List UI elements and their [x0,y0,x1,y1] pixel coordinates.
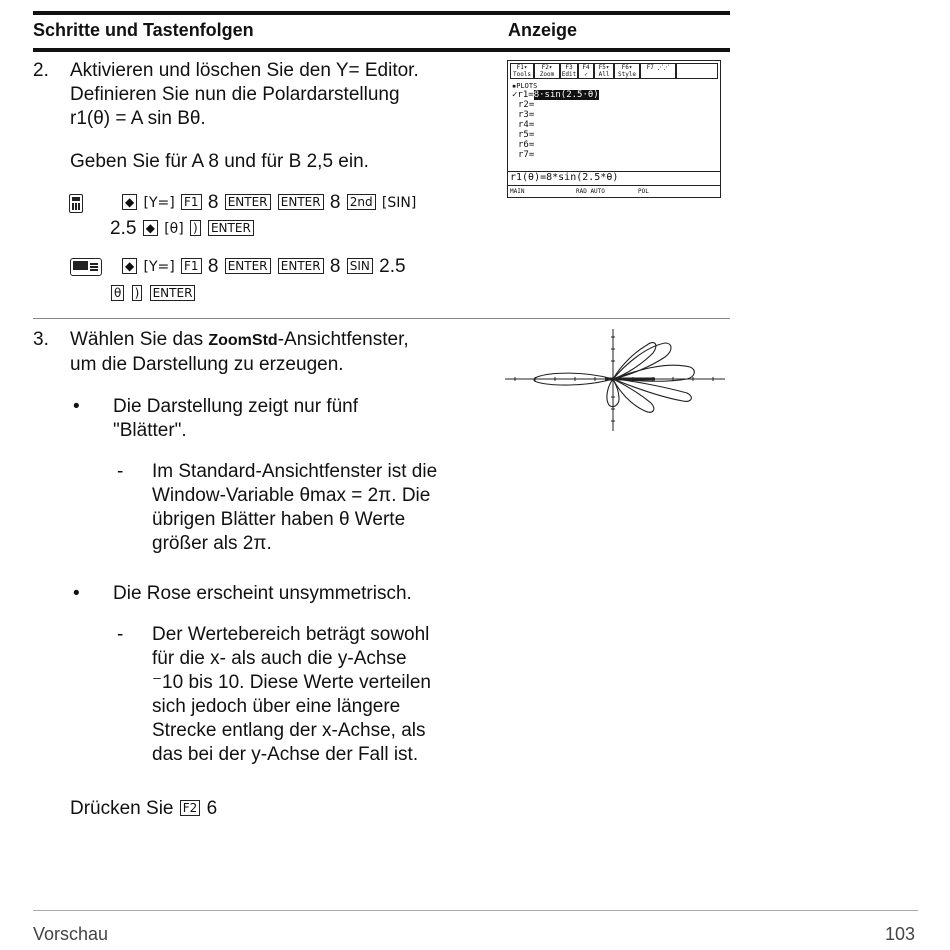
header-top-rule [33,11,730,15]
screen-plots-label: ▪PLOTS [512,82,538,90]
screen-tab-empty [676,63,718,79]
key-2nd: 2nd [347,194,376,210]
screen-tab-f3: F3 Edit [561,64,577,78]
screen-r1-row [512,91,599,100]
screen-status-graph: POL [638,188,649,195]
bullet-1-line: "Blätter". [113,420,187,441]
key-close-paren: ) [190,220,201,236]
screen-tab-f1: F1▾ Tools [510,63,534,79]
key-text-8: 8 [207,256,219,277]
step-2-text [70,59,419,131]
press-text: Drücken Sie [70,798,174,819]
sub-2-text [152,623,431,767]
screen-tab-f6: F6▾ Style [614,63,640,79]
sub-1-line: Im Standard-Ansichtfenster ist die [152,461,438,482]
screen-status-divider [508,185,720,186]
key-text-8: 8 [329,256,341,277]
key-diamond: ◆ [122,258,137,274]
rose-petal [613,343,656,379]
screen-entry-line: r1(θ)=8*sin(2.5*θ) [510,172,619,183]
screen-r5-row: r5= [518,130,535,140]
key-f1: F1 [181,194,202,210]
key-text-8: 8 [207,192,219,213]
v200-keys-line-1 [110,255,406,279]
key-enter: ENTER [225,194,271,210]
step-3-line-1 [70,328,409,353]
sub-2-line: für die x- als auch die y-Achse [152,648,407,669]
sub-1-text [152,460,437,556]
bullet-2-text: Die Rose erscheint unsymmetrisch. [113,583,412,604]
screen-tab-f2: F2▾ Zoom [534,63,560,79]
step-2-para-2: Geben Sie für A 8 und für B 2,5 ein. [70,151,369,172]
key-text-8: 8 [329,192,341,213]
header-bottom-rule [33,48,730,52]
step-2-number: 2. [33,60,49,81]
step-3-line-2: um die Darstellung zu erzeugen. [70,354,344,375]
sub-2-line: Strecke entlang der x-Achse, als [152,720,426,741]
key-close-paren: ) [132,285,143,301]
key-theta: θ [111,285,124,301]
y-editor-screen [507,60,721,198]
key-enter: ENTER [278,258,324,274]
key-enter: ENTER [225,258,271,274]
footer-section-label: Vorschau [33,924,109,944]
page-number: 103 [885,924,916,944]
sub-1-line: größer als 2π. [152,533,272,554]
key-f2: F2 [180,800,201,816]
screen-r7-row: r7= [518,150,535,160]
step-2-line-2: Definieren Sie nun die Polardarstellung [70,84,400,105]
key-sin: SIN [347,258,373,274]
bullet-1-text [113,395,358,443]
press-number: 6 [206,798,218,819]
screen-tab-f5: F5▾ All [594,63,614,79]
sub-2-line: Der Wertebereich beträgt sowohl [152,624,430,645]
key-sin: [SIN] [381,195,417,211]
zoomstd-term: ZoomStd [208,332,278,349]
dash-marker: - [117,461,124,482]
step-2-line-1: Aktivieren und löschen Sie den Y= Editor. [70,60,419,81]
key-diamond: ◆ [143,220,158,236]
footer-rule [33,910,918,911]
rose-graph [505,325,725,435]
v200-keys-line-2 [110,282,196,306]
ti89-keys-line-1 [110,191,416,215]
step-3-line-1-post: -Ansichtfenster, [277,329,409,350]
key-f1: F1 [181,258,202,274]
column-header-display: Anzeige [508,20,578,40]
ti89-calculator-icon [69,194,83,213]
step-separator-rule [33,318,730,319]
voyage200-calculator-icon [70,258,102,276]
screen-r1-label: ✓r1= [512,90,534,100]
screen-tab-f4: F4 ✓ [578,63,594,79]
screen-tab-f7: F7 ⋰⋰ [640,63,676,79]
screen-r2-row: r2= [518,100,535,110]
screen-r1-value: 8·sin(2.5·θ) [533,90,599,100]
key-diamond: ◆ [122,194,137,210]
key-enter: ENTER [150,285,196,301]
sub-2-line: das bei der y-Achse der Fall ist. [152,744,419,765]
key-enter: ENTER [278,194,324,210]
rose-petal [613,379,691,401]
screen-r4-row: r4= [518,120,535,130]
key-text-2-5: 2.5 [110,218,137,239]
screen-status-mode: RAD AUTO [576,188,605,195]
bullet-1-line: Die Darstellung zeigt nur fünf [113,396,359,417]
step-3-number: 3. [33,329,49,350]
bullet-marker: • [73,396,80,417]
key-y-equals: [Y=] [143,195,175,211]
dash-marker: - [117,624,124,645]
sub-2-line: ⁻10 bis 10. Diese Werte verteilen [152,672,431,693]
step-2-line-3: r1(θ) = A sin Bθ. [70,108,206,129]
sub-1-line: Window-Variable θmax = 2π. Die [152,485,431,506]
sub-2-line: sich jedoch über eine längere [152,696,401,717]
step-3-line-1-pre: Wählen Sie das [70,329,209,350]
key-text-2-5: 2.5 [379,256,406,277]
key-enter: ENTER [208,220,254,236]
key-theta: [θ] [164,221,184,237]
ti89-keys-line-2 [110,217,255,241]
screen-status-main: MAIN [510,188,525,195]
key-y-equals: [Y=] [143,259,175,275]
press-instruction [70,797,217,821]
screen-r3-row: r3= [518,110,535,120]
screen-r6-row: r6= [518,140,535,150]
column-header-steps: Schritte und Tastenfolgen [33,20,254,40]
sub-1-line: übrigen Blätter haben θ Werte [152,509,406,530]
bullet-marker: • [73,583,80,604]
